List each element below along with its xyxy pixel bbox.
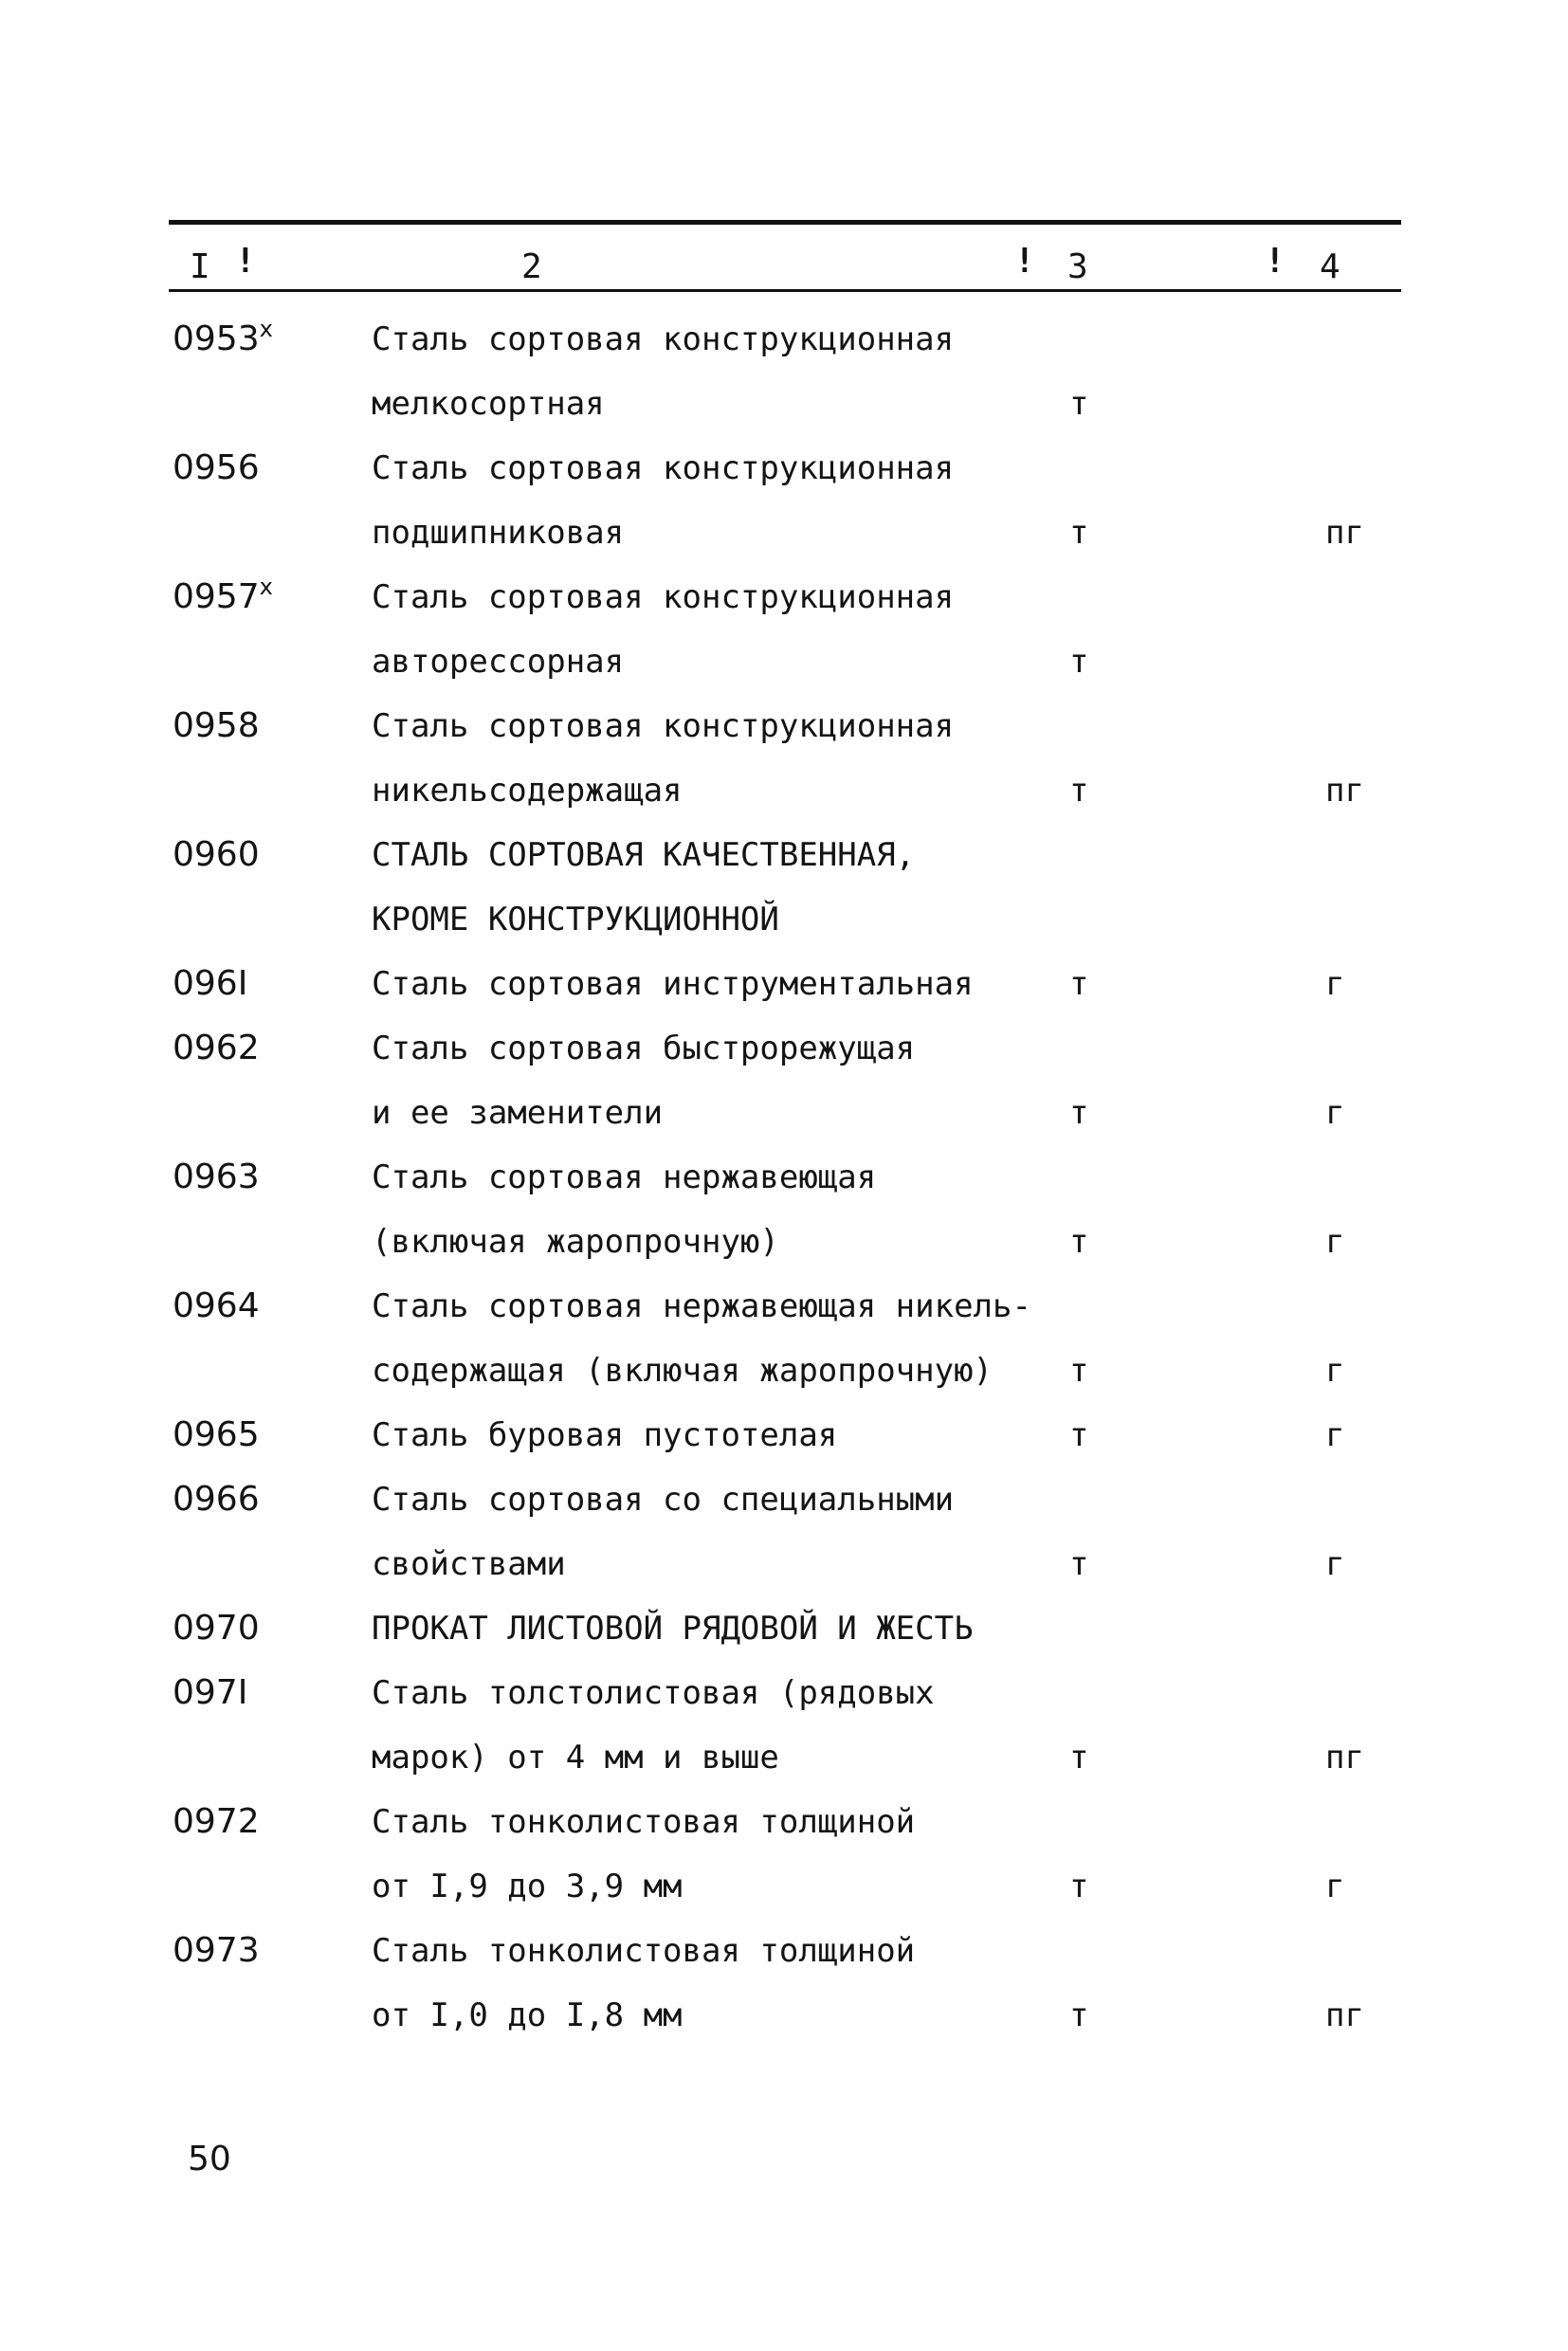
row-description-line: Сталь сортовая конструкционная	[372, 578, 955, 616]
row-col3-value: т	[1069, 1223, 1089, 1261]
row-description	[372, 1790, 1054, 1919]
row-col4-value: г	[1325, 1416, 1345, 1454]
table-row	[0, 707, 1568, 836]
row-description	[372, 1274, 1054, 1403]
row-col3-value: т	[1069, 1352, 1089, 1390]
row-description-line: СТАЛЬ СОРТОВАЯ КАЧЕСТВЕННАЯ,	[372, 836, 916, 874]
row-code-mark: x	[259, 316, 273, 342]
row-col4-value: г	[1325, 1545, 1345, 1583]
row-code	[173, 1481, 260, 1519]
header-col-1: I	[190, 247, 210, 286]
row-col3-value: т	[1069, 1996, 1089, 2034]
row-description	[372, 436, 1054, 565]
row-code	[173, 965, 247, 1003]
row-description-line: Сталь сортовая нержавеющая	[372, 1158, 877, 1196]
row-code	[173, 1416, 260, 1454]
header-separator-1: !	[235, 242, 256, 281]
row-code-text: 0963	[173, 1157, 260, 1196]
table-row	[0, 316, 1568, 449]
row-code-text: 0956	[173, 448, 260, 487]
row-description	[372, 1403, 1054, 1467]
row-code	[173, 574, 273, 616]
row-col4-value: пг	[1325, 772, 1364, 810]
row-code-text: 096I	[173, 964, 248, 1003]
row-description-line: от I,0 до I,8 мм	[372, 1996, 683, 2034]
row-description	[372, 565, 1054, 694]
row-description-line: подшипниковая	[372, 514, 625, 552]
table-row	[0, 1932, 1568, 2061]
row-description-line: Сталь буровая пустотелая	[372, 1416, 838, 1454]
row-description-line: (включая жаропрочную)	[372, 1223, 779, 1261]
row-description-line: мелкосортная	[372, 385, 605, 423]
row-description	[372, 694, 1054, 823]
row-code	[173, 1674, 247, 1712]
row-description-line: марок) от 4 мм и выше	[372, 1739, 779, 1777]
table-row	[0, 1030, 1568, 1158]
row-description	[372, 1596, 1054, 1661]
header-separator-2: !	[1014, 242, 1035, 281]
row-description	[372, 307, 1054, 436]
row-description-line: Сталь тонколистовая толщиной	[372, 1803, 916, 1841]
row-col4-value: пг	[1325, 1739, 1364, 1777]
row-code	[173, 449, 260, 487]
row-col4-value: г	[1325, 1868, 1345, 1905]
row-code-text: 0965	[173, 1415, 260, 1454]
row-description	[372, 1919, 1054, 2048]
row-col3-value: т	[1069, 965, 1089, 1003]
row-description	[372, 952, 1054, 1016]
row-description-line: КРОМЕ КОНСТРУКЦИОННОЙ	[372, 901, 779, 939]
row-col4-value: г	[1325, 1352, 1345, 1390]
row-description-line: Сталь сортовая нержавеющая никель-	[372, 1287, 1031, 1325]
row-description	[372, 823, 1054, 952]
row-description-line: Сталь сортовая быстрорежущая	[372, 1030, 916, 1067]
row-col4-value: пг	[1325, 514, 1364, 552]
row-code-text: 0973	[173, 1931, 260, 1970]
row-description-line: никельсодержащая	[372, 772, 683, 810]
row-col4-value: г	[1325, 1094, 1345, 1132]
row-code	[173, 836, 260, 874]
row-code-text: 0958	[173, 706, 260, 745]
row-description-line: Сталь сортовая конструкционная	[372, 320, 955, 358]
row-code	[173, 707, 260, 745]
row-description	[372, 1016, 1054, 1145]
row-code-text: 0972	[173, 1802, 260, 1841]
table-row	[0, 1803, 1568, 1932]
header-col-2: 2	[521, 247, 542, 286]
row-code	[173, 1803, 260, 1841]
row-col3-value: т	[1069, 1868, 1089, 1905]
row-description-line: Сталь сортовая конструкционная	[372, 449, 955, 487]
row-description-line: от I,9 до 3,9 мм	[372, 1868, 683, 1905]
row-code-text: 0957	[173, 577, 260, 616]
row-description-line: Сталь сортовая со специальными	[372, 1481, 955, 1519]
table-row	[0, 1287, 1568, 1416]
row-col3-value: т	[1069, 772, 1089, 810]
table-row	[0, 836, 1568, 965]
row-code-text: 0966	[173, 1480, 260, 1519]
row-col4-value: пг	[1325, 1996, 1364, 2034]
row-code-text: 0964	[173, 1286, 260, 1325]
row-col3-value: т	[1069, 1416, 1089, 1454]
row-col3-value: т	[1069, 1094, 1089, 1132]
row-code-text: 0970	[173, 1609, 260, 1648]
row-description-line: Сталь толстолистовая (рядовых	[372, 1674, 935, 1712]
row-description-line: содержащая (включая жаропрочную)	[372, 1352, 994, 1390]
row-description-line: авторессорная	[372, 643, 625, 681]
table-row	[0, 1481, 1568, 1610]
row-code	[173, 316, 273, 358]
header-col-3: 3	[1067, 247, 1088, 286]
row-col4-value: г	[1325, 965, 1345, 1003]
row-description	[372, 1467, 1054, 1596]
row-code	[173, 1287, 260, 1325]
row-description-line: свойствами	[372, 1545, 566, 1583]
table-row	[0, 1674, 1568, 1803]
table-row	[0, 574, 1568, 707]
header-col-4: 4	[1320, 247, 1340, 286]
row-description-line: ПРОКАТ ЛИСТОВОЙ РЯДОВОЙ И ЖЕСТЬ	[372, 1610, 974, 1648]
row-col3-value: т	[1069, 643, 1089, 681]
row-code	[173, 1610, 260, 1648]
row-description	[372, 1661, 1054, 1790]
row-description	[372, 1145, 1054, 1274]
row-code	[173, 1030, 260, 1067]
row-description-line: Сталь тонколистовая толщиной	[372, 1932, 916, 1970]
row-col3-value: т	[1069, 1545, 1089, 1583]
row-code	[173, 1158, 260, 1196]
row-col4-value: г	[1325, 1223, 1345, 1261]
row-code-text: 0953	[173, 319, 260, 358]
row-description-line: и ее заменители	[372, 1094, 664, 1132]
table-row	[0, 449, 1568, 578]
row-code-mark: x	[259, 574, 273, 600]
row-code-text: 097I	[173, 1673, 248, 1712]
row-col3-value: т	[1069, 1739, 1089, 1777]
row-code-text: 0962	[173, 1029, 260, 1067]
row-code	[173, 1932, 260, 1970]
page-number: 50	[188, 2140, 231, 2178]
table-row	[0, 1158, 1568, 1287]
row-description-line: Сталь сортовая инструментальная	[372, 965, 974, 1003]
row-col3-value: т	[1069, 385, 1089, 423]
header-separator-3: !	[1265, 242, 1285, 281]
row-col3-value: т	[1069, 514, 1089, 552]
row-code-text: 0960	[173, 835, 260, 874]
row-description-line: Сталь сортовая конструкционная	[372, 707, 955, 745]
